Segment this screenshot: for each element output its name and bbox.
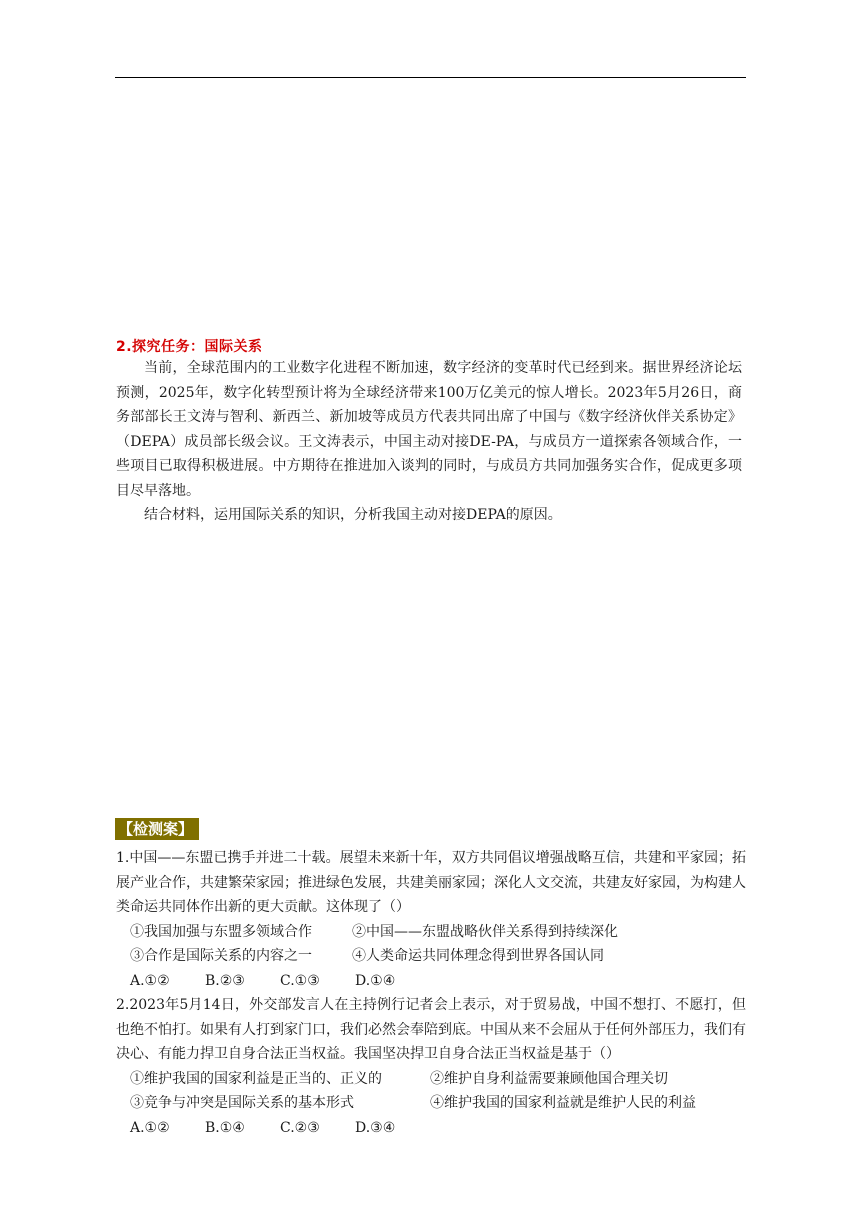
options-row — [116, 1067, 746, 1092]
choice-d[interactable]: D.①④ — [355, 972, 396, 989]
choice-d[interactable]: D.③④ — [355, 1119, 396, 1136]
question-2 — [116, 993, 746, 1140]
option-3: ③竞争与冲突是国际关系的基本形式 — [130, 1095, 354, 1111]
option-2: ②中国——东盟战略伙伴关系得到持续深化 — [352, 923, 618, 940]
task-prompt: 结合材料，运用国际关系的知识，分析我国主动对接DEPA的原因。 — [144, 507, 562, 523]
answer-choices — [116, 969, 746, 994]
options-row — [116, 944, 746, 969]
option-2: ②维护自身利益需要兼顾他国合理关切 — [430, 1070, 668, 1087]
choice-b[interactable]: B.①④ — [205, 1119, 245, 1136]
question-stem: 1.中国——东盟已携手并进二十载。展望未来新十年，双方共同倡议增强战略互信，共建和平家园；拓展产业合作，共建繁荣家园；推进绿色发展，共建美丽家园；深化人文交流，共建友好家园，为构建人类命运共同体作出新的更大贡献。这体现了（） — [116, 850, 746, 915]
question-1 — [116, 846, 746, 993]
option-4: ④人类命运共同体理念得到世界各国认同 — [352, 948, 604, 964]
choice-c[interactable]: C.①③ — [280, 972, 320, 989]
answer-choices — [116, 1116, 746, 1141]
test-section-label: 【检测案】 — [115, 818, 199, 840]
choice-b[interactable]: B.②③ — [205, 972, 245, 989]
question-stem: 2.2023年5月14日，外交部发言人在主持例行记者会上表示，对于贸易战，中国不想打、不愿打，但也绝不怕打。如果有人打到家门口，我们必然会奉陪到底。中国从来不会屈从于任何外部压力，我们有决心、有能力捍卫自身合法正当权益。我国坚决捍卫自身合法正当权益是基于（） — [116, 997, 746, 1062]
task-heading: 2.探究任务：国际关系 — [116, 339, 263, 355]
material-paragraph: 当前，全球范围内的工业数字化进程不断加速，数字经济的变革时代已经到来。据世界经济论坛预测，2025年，数字化转型预计将为全球经济带来100万亿美元的惊人增长。2023年5月26日，商务部部长王文涛与智利、新西兰、新加坡等成员方代表共同出席了中国与《数字经济伙伴关系协定》（DEPA）成员部长级会议。王文涛表示，中国主动对接DE-PA，与成员方一道探索各领域合作，一些项目已取得积极进展。中方期待在推进加入谈判的同时，与成员方共同加强务实合作，促成更多项目尽早落地。 — [116, 360, 742, 499]
choice-a[interactable]: A.①② — [130, 1119, 170, 1136]
options-row — [116, 920, 746, 945]
task-passage — [116, 356, 742, 528]
option-4: ④维护我国的国家利益就是维护人民的利益 — [430, 1095, 696, 1111]
choice-c[interactable]: C.②③ — [280, 1119, 320, 1136]
choice-a[interactable]: A.①② — [130, 972, 170, 989]
option-1: ①我国加强与东盟多领域合作 — [130, 923, 312, 940]
option-3: ③合作是国际关系的内容之一 — [130, 948, 312, 964]
option-1: ①维护我国的国家利益是正当的、正义的 — [130, 1070, 382, 1087]
options-row — [116, 1091, 746, 1116]
header-rule — [115, 77, 746, 78]
